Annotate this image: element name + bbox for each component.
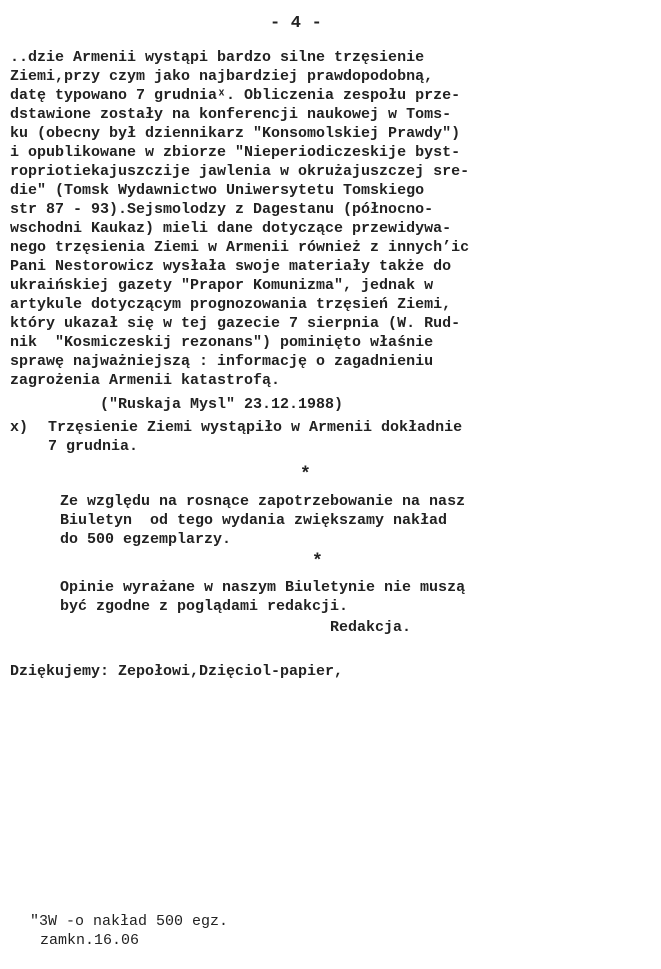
- print-note-line: "3W -o nakład 500 egz.: [30, 913, 229, 930]
- source-citation: ("Ruskaja Mysl" 23.12.1988): [100, 396, 344, 413]
- body-line: die" (Tomsk Wydawnictwo Uniwersytetu Tomskiego: [10, 182, 425, 199]
- editorial-signature: Redakcja.: [330, 619, 412, 636]
- body-line: dstawione zostały na konferencji naukowej w Toms-: [10, 106, 452, 123]
- print-note-line: zamkn.16.06: [40, 932, 140, 949]
- body-line: artykule dotyczącym prognozowania trzęsień Ziemi,: [10, 296, 452, 313]
- body-line: nego trzęsienia Ziemi w Armenii również z innych’ic: [10, 239, 470, 256]
- separator-asterisk: *: [312, 552, 323, 572]
- body-line: ku (obecny był dziennikarz "Konsomolskiej Prawdy"): [10, 125, 461, 142]
- body-line: Ziemi,przy czym jako najbardziej prawdopodobną,: [10, 68, 434, 85]
- body-line: ..dzie Armenii wystąpi bardzo silne trzęsienie: [10, 49, 425, 66]
- acknowledgements: Dziękujemy: Zepołowi,Dzięciol-papier,: [10, 663, 344, 680]
- body-line: Pani Nestorowicz wysłała swoje materiały także do: [10, 258, 452, 275]
- disclaimer-line: być zgodne z poglądami redakcji.: [60, 598, 349, 615]
- body-line: wschodni Kaukaz) mieli dane dotyczące przewidywa-: [10, 220, 452, 237]
- body-line: zagrożenia Armenii katastrofą.: [10, 372, 281, 389]
- body-line: sprawę najważniejszą : informację o zagadnieniu: [10, 353, 434, 370]
- body-line: str 87 - 93).Sejsmolodzy z Dagestanu (północno-: [10, 201, 434, 218]
- announcement-line: do 500 egzemplarzy.: [60, 531, 232, 548]
- footnote-marker: x): [10, 419, 29, 436]
- page-number: - 4 -: [270, 14, 323, 33]
- body-line: ropriotiekajuszczije jawlenia w okrużajuszczej sre-: [10, 163, 470, 180]
- body-line: datę typowano 7 grudniaˣ. Obliczenia zespołu prze-: [10, 87, 461, 104]
- body-line: nik "Kosmiczeskij rezonans") pominięto właśnie: [10, 334, 434, 351]
- footnote-line: 7 grudnia.: [48, 438, 139, 455]
- footnote-line: Trzęsienie Ziemi wystąpiło w Armenii dokładnie: [48, 419, 463, 436]
- announcement-line: Ze względu na rosnące zapotrzebowanie na nasz: [60, 493, 466, 510]
- body-line: który ukazał się w tej gazecie 7 sierpnia (W. Rud-: [10, 315, 461, 332]
- announcement-line: Biuletyn od tego wydania zwiększamy nakład: [60, 512, 448, 529]
- separator-asterisk: *: [300, 465, 311, 485]
- body-line: i opublikowane w zbiorze "Nieperiodiczeskije byst-: [10, 144, 461, 161]
- body-line: ukraińskiej gazety "Prapor Komunizma", jednak w: [10, 277, 434, 294]
- disclaimer-line: Opinie wyrażane w naszym Biuletynie nie muszą: [60, 579, 466, 596]
